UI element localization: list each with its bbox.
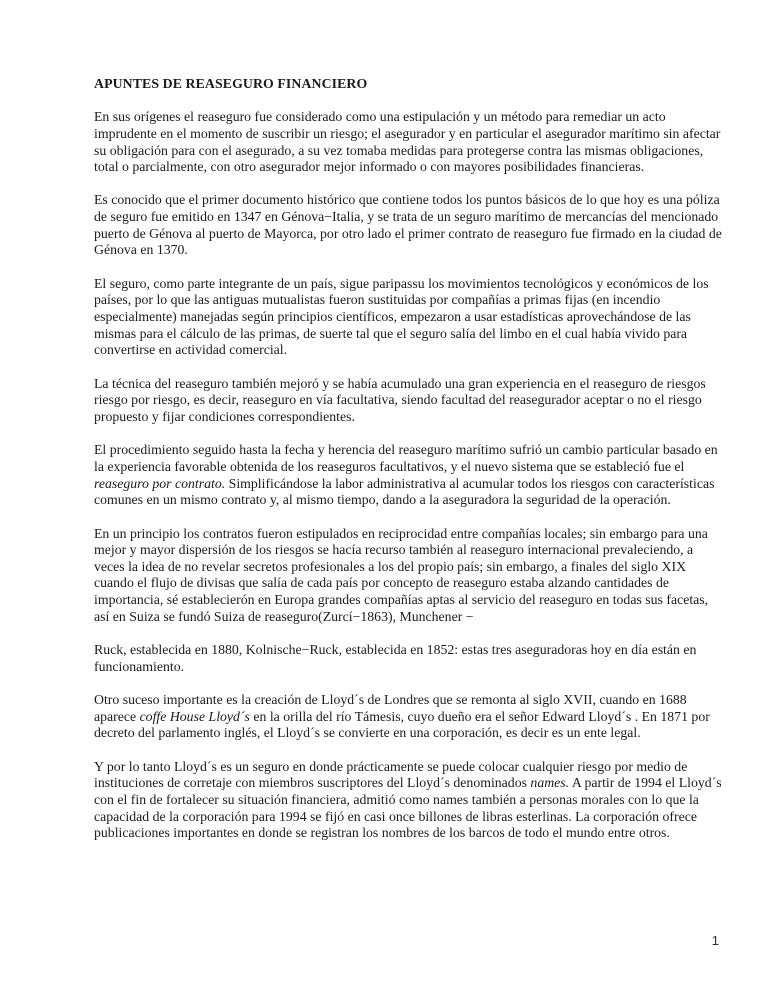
text-run: A partir de 1994 el Lloyd´s con el fin de fortalecer su situación financiera, admitió como names también a personas morales con lo que la capacidad de la corporación para 1994 se fijó en casi once billones de libras esterlinas. La corporación ofrece publicaciones importantes en donde se registran los nombres de los barcos de todo el mundo entre otros. xyxy=(94,775,722,841)
text-run: La técnica del reaseguro también mejoró y se había acumulado una gran experiencia en el reaseguro de riesgos riesgo por riesgo, es decir, reaseguro en vía facultativa, siendo facultad del reasegurador aceptar o no el riesgo propuesto y fijar condiciones correspondientes. xyxy=(94,375,706,424)
paragraph xyxy=(94,276,726,359)
text-run: Simplificándose la labor administrativa al acumular todos los riesgos con características comunes en un mismo contrato y, al mismo tiempo, dando a la aseguradora la seguridad de la operación. xyxy=(94,475,715,508)
paragraph xyxy=(94,192,726,259)
document-content xyxy=(94,76,726,859)
paragraph xyxy=(94,759,726,842)
text-run: En sus orígenes el reaseguro fue considerado como una estipulación y un método para remediar un acto imprudente en el momento de suscribir un riesgo; el asegurador y en particular el asegurador marítimo sin afectar su obligación para con el asegurado, a su vez tomaba medidas para protegerse contra las mismas obligaciones, total o parcialmente, con otro asegurador mejor informado o con mayores posibilidades financieras. xyxy=(94,109,721,175)
text-run: En un principio los contratos fueron estipulados en reciprocidad entre compañías locales; sin embargo para una mejor y mayor dispersión de los riesgos se hacía recurso también al reaseguro internacional prevaleciendo, a veces la idea de no revelar secretos profesionales a los del propio país; sin embargo, a finales del siglo XIX cuando el flujo de divisas que salía de cada país por concepto de reaseguro estaba alzando cantidades de importancia, sé establecierón en Europa grandes compañías aptas al servicio del reaseguro en todas sus facetas, así en Suiza se fundó Suiza de reaseguro(Zurcí−1863), Munchener − xyxy=(94,525,709,624)
text-run: Otro suceso importante es la creación de Lloyd´s de Londres que se remonta al siglo XVII, cuando en 1688 aparece xyxy=(94,692,687,724)
text-run: Ruck, establecida en 1880, Kolnische−Ruck, establecida en 1852: estas tres aseguradoras hoy en día están en funcionamiento. xyxy=(94,642,697,674)
paragraph xyxy=(94,526,726,626)
text-run: El seguro, como parte integrante de un país, sigue paripassu los movimientos tecnológicos y económicos de los países, por lo que las antiguas mutualistas fueron sustituidas por compañías a primas fijas (en incendio especialmente) manejadas según principios científicos, empezaron a usar estadísticas aprovechándose de las mismas para el cálculo de las primas, de suerte tal que el seguro salía del limbo en el cual había vivido para convertirse en actividad comercial. xyxy=(94,275,709,358)
paragraph xyxy=(94,442,726,509)
paragraph xyxy=(94,642,726,675)
italic-text-run: coffe House Lloyd´s xyxy=(139,708,250,724)
page-number: 1 xyxy=(711,933,719,948)
italic-text-run: reaseguro por contrato. xyxy=(94,475,226,491)
text-run: Es conocido que el primer documento histórico que contiene todos los puntos básicos de lo que hoy es una póliza de seguro fue emitido en 1347 en Génova−Italia, y se trata de un seguro marítimo de mercancías del mencionado puerto de Génova al puerto de Mayorca, por otro lado el primer contrato de reaseguro fue firmado en la ciudad de Génova en 1370. xyxy=(94,192,722,258)
document-body xyxy=(94,109,726,842)
italic-text-run: names. xyxy=(530,775,570,791)
paragraph xyxy=(94,109,726,176)
paragraph xyxy=(94,692,726,742)
text-run: Y por lo tanto Lloyd´s es un seguro en donde prácticamente se puede colocar cualquier riesgo por medio de instituciones de corretaje con miembros suscriptores del Lloyd´s denominados xyxy=(94,758,688,791)
text-run: en la orilla del río Támesis, cuyo dueño era el señor Edward Lloyd´s . En 1871 por decreto del parlamento inglés, el Lloyd´s se convierte en una corporación, es decir es un ente legal. xyxy=(94,708,710,741)
text-run: El procedimiento seguido hasta la fecha y herencia del reaseguro marítimo sufrió un cambio particular basado en la experiencia favorable obtenida de los reaseguros facultativos, y el nuevo sistema que se estableció fue el xyxy=(94,442,718,474)
document-title: APUNTES DE REASEGURO FINANCIERO xyxy=(94,76,368,91)
paragraph xyxy=(94,376,726,426)
